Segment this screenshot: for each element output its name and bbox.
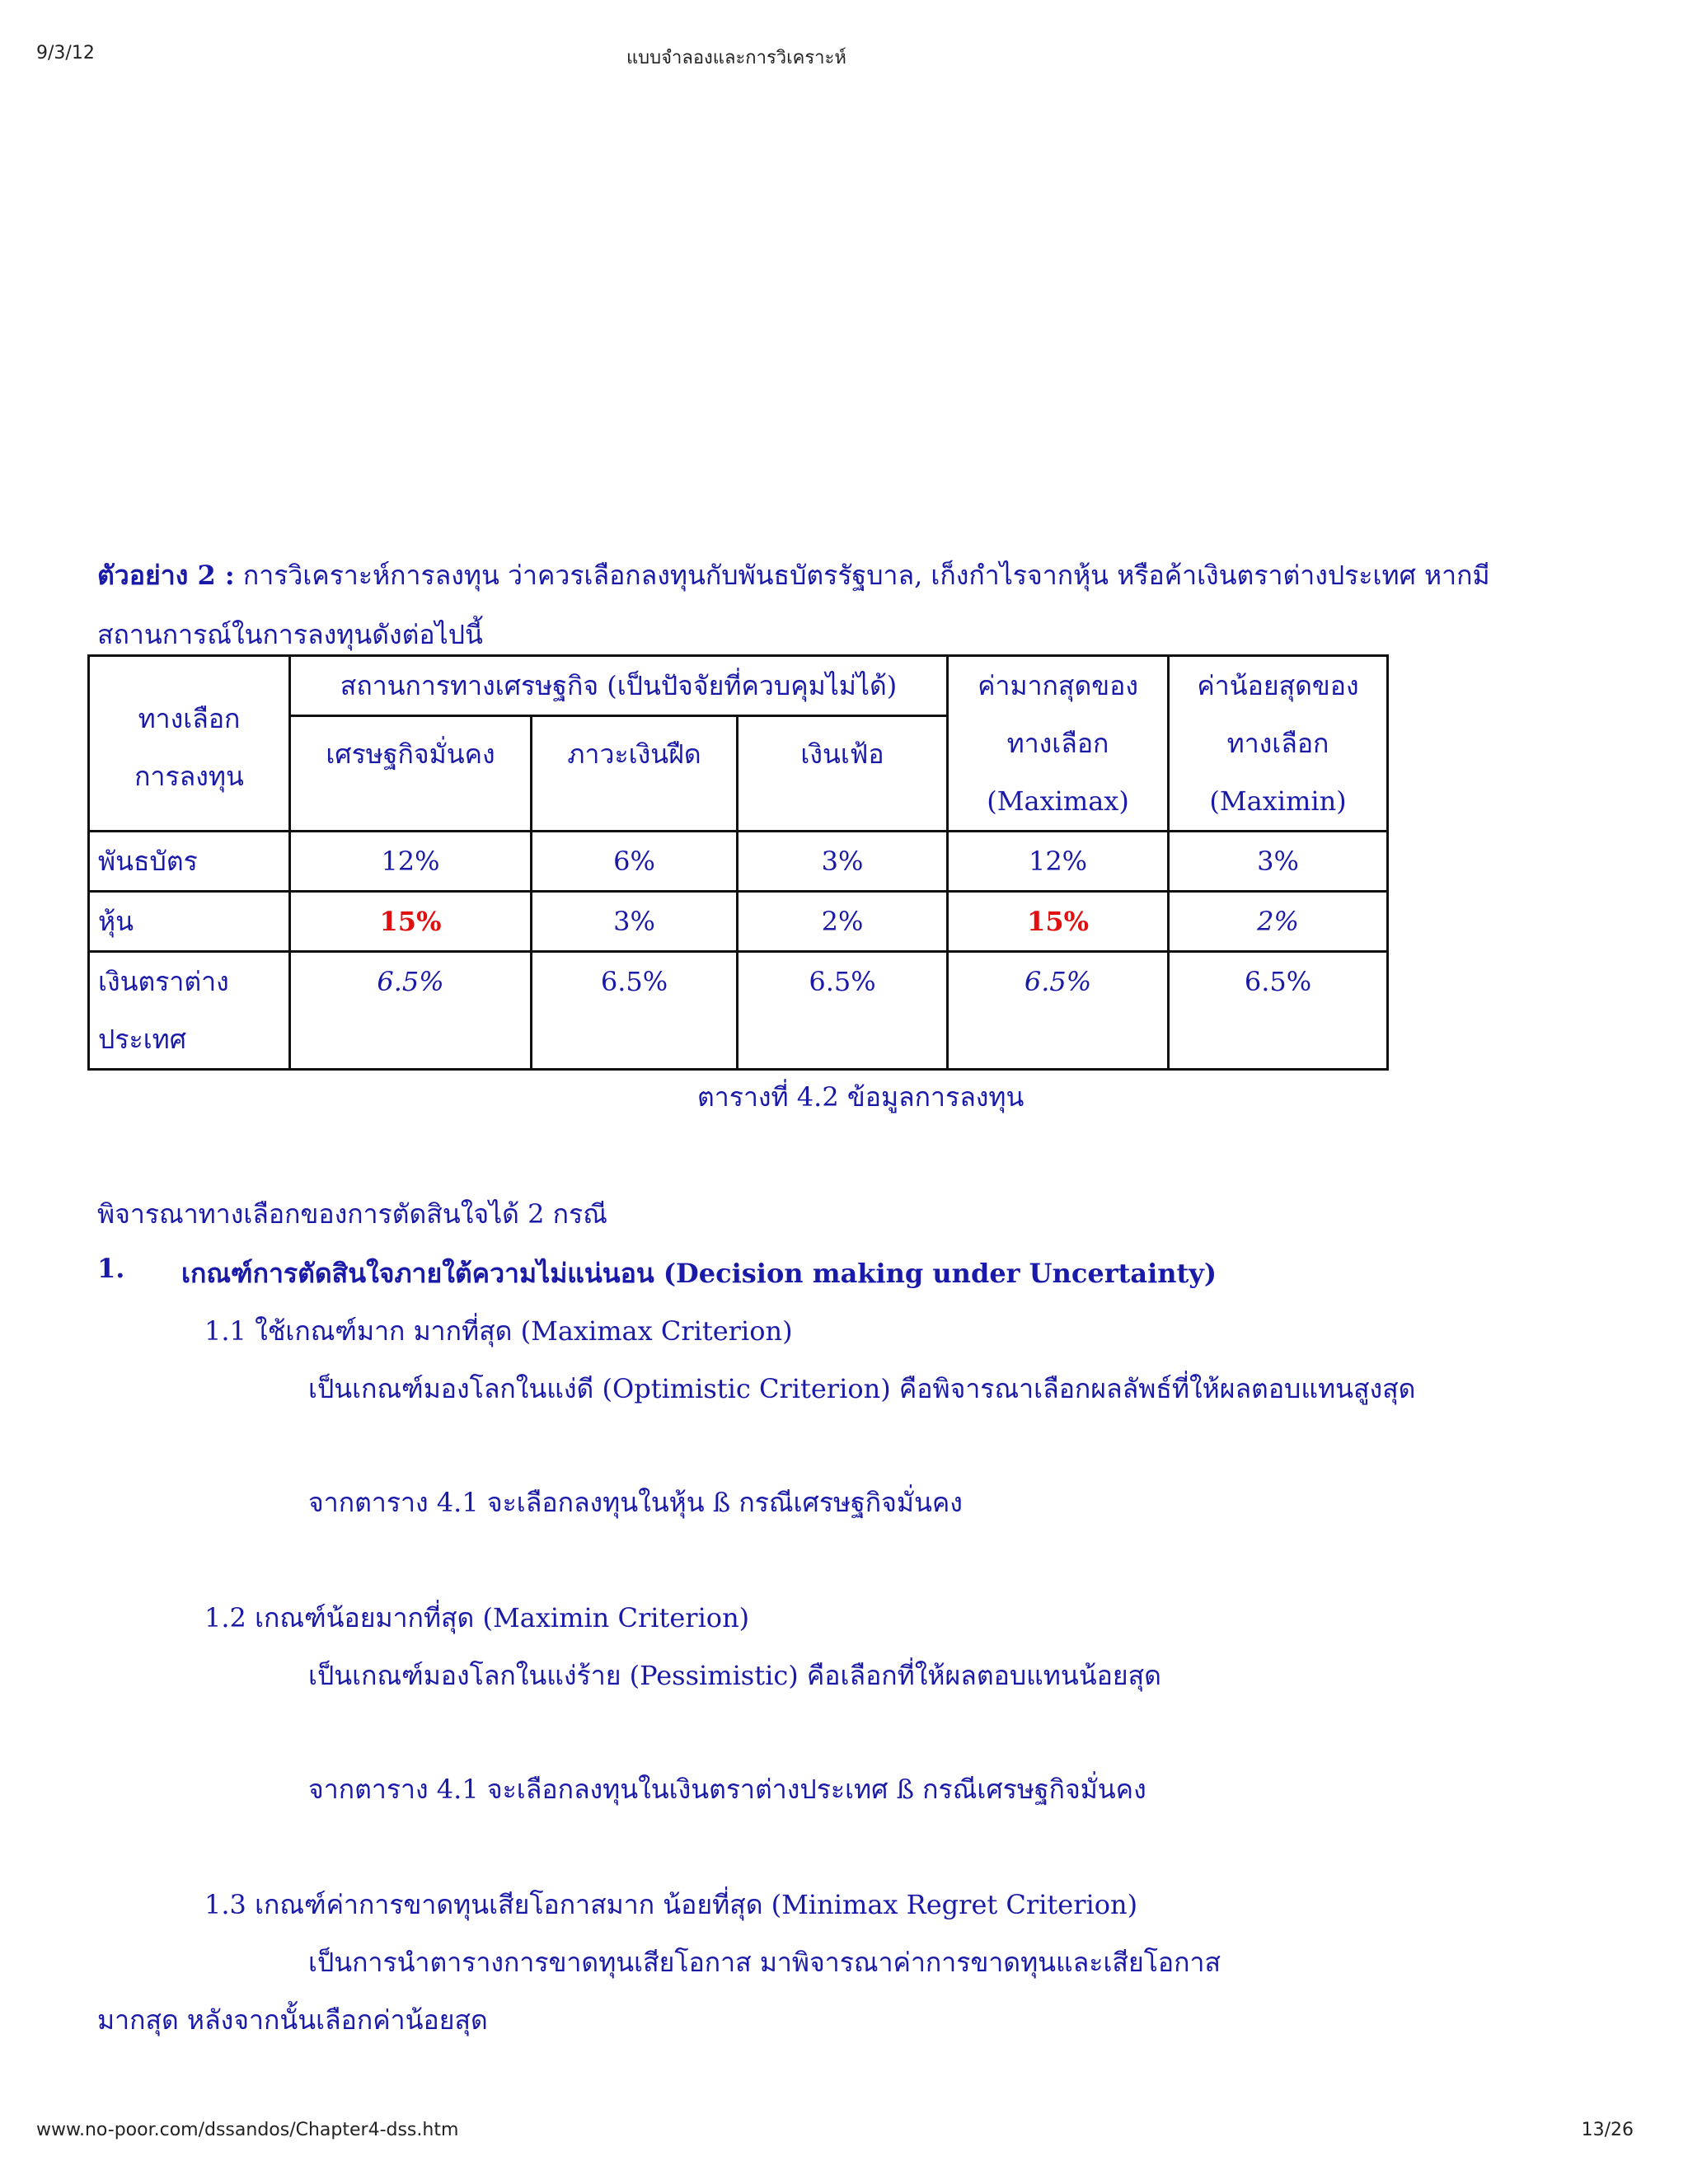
cell-recession: 3% [532, 892, 738, 952]
table-row [89, 892, 1388, 952]
cell-inflation: 2% [738, 892, 948, 952]
section-1-3-description-line2: มากสุด หลังจากนั้นเลือกค่าน้อยสุด [97, 2004, 488, 2036]
consider-text: พิจารณาทางเลือกของการตัดสินใจได้ 2 กรณี [97, 1198, 607, 1230]
header-situation [290, 656, 948, 716]
header-maximin [1169, 656, 1388, 832]
header-choice-line1: ทางเลือก [138, 703, 241, 734]
header-min-line1: ค่าน้อยสุดของ [1197, 670, 1359, 701]
subheader-stable: เศรษฐกิจมั่นคง [290, 716, 532, 832]
section-1-2-description: เป็นเกณฑ์มองโลกในแง่ร้าย (Pessimistic) คือเลือกที่ให้ผลตอบแทนน้อยสุด [308, 1660, 1161, 1691]
header-max-line1: ค่ามากสุดของ [978, 670, 1138, 701]
cell-stable: 12% [290, 832, 532, 892]
header-choice [89, 656, 290, 832]
header-situation-text: สถานการทางเศรษฐกิจ (เป็นปัจจัยที่ควบคุมไม่ได้) [340, 670, 898, 701]
table-row [89, 832, 1388, 892]
row-name-line2: ประเทศ [98, 1024, 187, 1055]
section-1-1-description: เป็นเกณฑ์มองโลกในแง่ดี (Optimistic Criterion) คือพิจารณาเลือกผลลัพธ์ที่ให้ผลตอบแทนสูงสุด [308, 1373, 1416, 1404]
header-max-line2: ทางเลือก [1006, 728, 1109, 759]
header-choice-line2: การลงทุน [134, 761, 244, 792]
header-title: แบบจำลองและการวิเคราะห์ [626, 48, 846, 68]
section-1-1-title: 1.1 ใช้เกณฑ์มาก มากที่สุด (Maximax Criterion) [204, 1315, 793, 1347]
subheader-recession: ภาวะเงินฝืด [532, 716, 738, 832]
row-name [89, 952, 290, 1070]
row-name-line1: เงินตราต่าง [98, 966, 229, 997]
cell-max: 12% [948, 832, 1169, 892]
header-min-line2: ทางเลือก [1226, 728, 1329, 759]
cell-min: 6.5% [1169, 952, 1388, 1070]
section-1-3-description-line1: เป็นการนำตารางการขาดทุนเสียโอกาส มาพิจารณาค่าการขาดทุนและเสียโอกาส [308, 1947, 1221, 1978]
header-max-line3: (Maximax) [987, 785, 1129, 817]
cell-stable: 6.5% [290, 952, 532, 1070]
example-label: ตัวอย่าง 2 : [97, 560, 235, 591]
section-1-title: เกณฑ์การตัดสินใจภายใต้ความไม่แน่นอน (Decision making under Uncertainty) [181, 1258, 1217, 1289]
section-1-1-result: จากตาราง 4.1 จะเลือกลงทุนในหุ้น ß กรณีเศรษฐกิจมั่นคง [308, 1487, 963, 1518]
section-1-2-title: 1.2 เกณฑ์น้อยมากที่สุด (Maximin Criterion) [204, 1602, 750, 1633]
row-name: พันธบัตร [89, 832, 290, 892]
cell-max: 15% [948, 892, 1169, 952]
footer-page-number: 13/26 [1581, 2120, 1634, 2140]
investment-table [87, 654, 1389, 1071]
footer-url[interactable]: www.no-poor.com/dssandos/Chapter4-dss.htm [36, 2120, 459, 2140]
section-1-2-result: จากตาราง 4.1 จะเลือกลงทุนในเงินตราต่างประเทศ ß กรณีเศรษฐกิจมั่นคง [308, 1774, 1146, 1805]
cell-min: 2% [1169, 892, 1388, 952]
cell-inflation: 3% [738, 832, 948, 892]
cell-stable: 15% [290, 892, 532, 952]
row-name: หุ้น [89, 892, 290, 952]
cell-min: 3% [1169, 832, 1388, 892]
section-1-number: 1. [97, 1253, 125, 1284]
example-heading [97, 546, 1614, 664]
subheader-inflation: เงินเฟ้อ [738, 716, 948, 832]
header-date: 9/3/12 [36, 43, 95, 63]
table-row [89, 952, 1388, 1070]
cell-recession: 6% [532, 832, 738, 892]
cell-max: 6.5% [948, 952, 1169, 1070]
table-caption: ตารางที่ 4.2 ข้อมูลการลงทุน [697, 1081, 1025, 1113]
section-1-3-title: 1.3 เกณฑ์ค่าการขาดทุนเสียโอกาสมาก น้อยที่สุด (Minimax Regret Criterion) [204, 1889, 1138, 1920]
cell-inflation: 6.5% [738, 952, 948, 1070]
example-text: การวิเคราะห์การลงทุน ว่าควรเลือกลงทุนกับพันธบัตรรัฐบาล, เก็งกำไรจากหุ้น หรือค้าเงินตราต่างประเทศ หากมีสถานการณ์ในการลงทุนดังต่อไปนี้ [97, 560, 1490, 650]
header-min-line3: (Maximin) [1209, 785, 1347, 817]
cell-recession: 6.5% [532, 952, 738, 1070]
header-maximax [948, 656, 1169, 832]
